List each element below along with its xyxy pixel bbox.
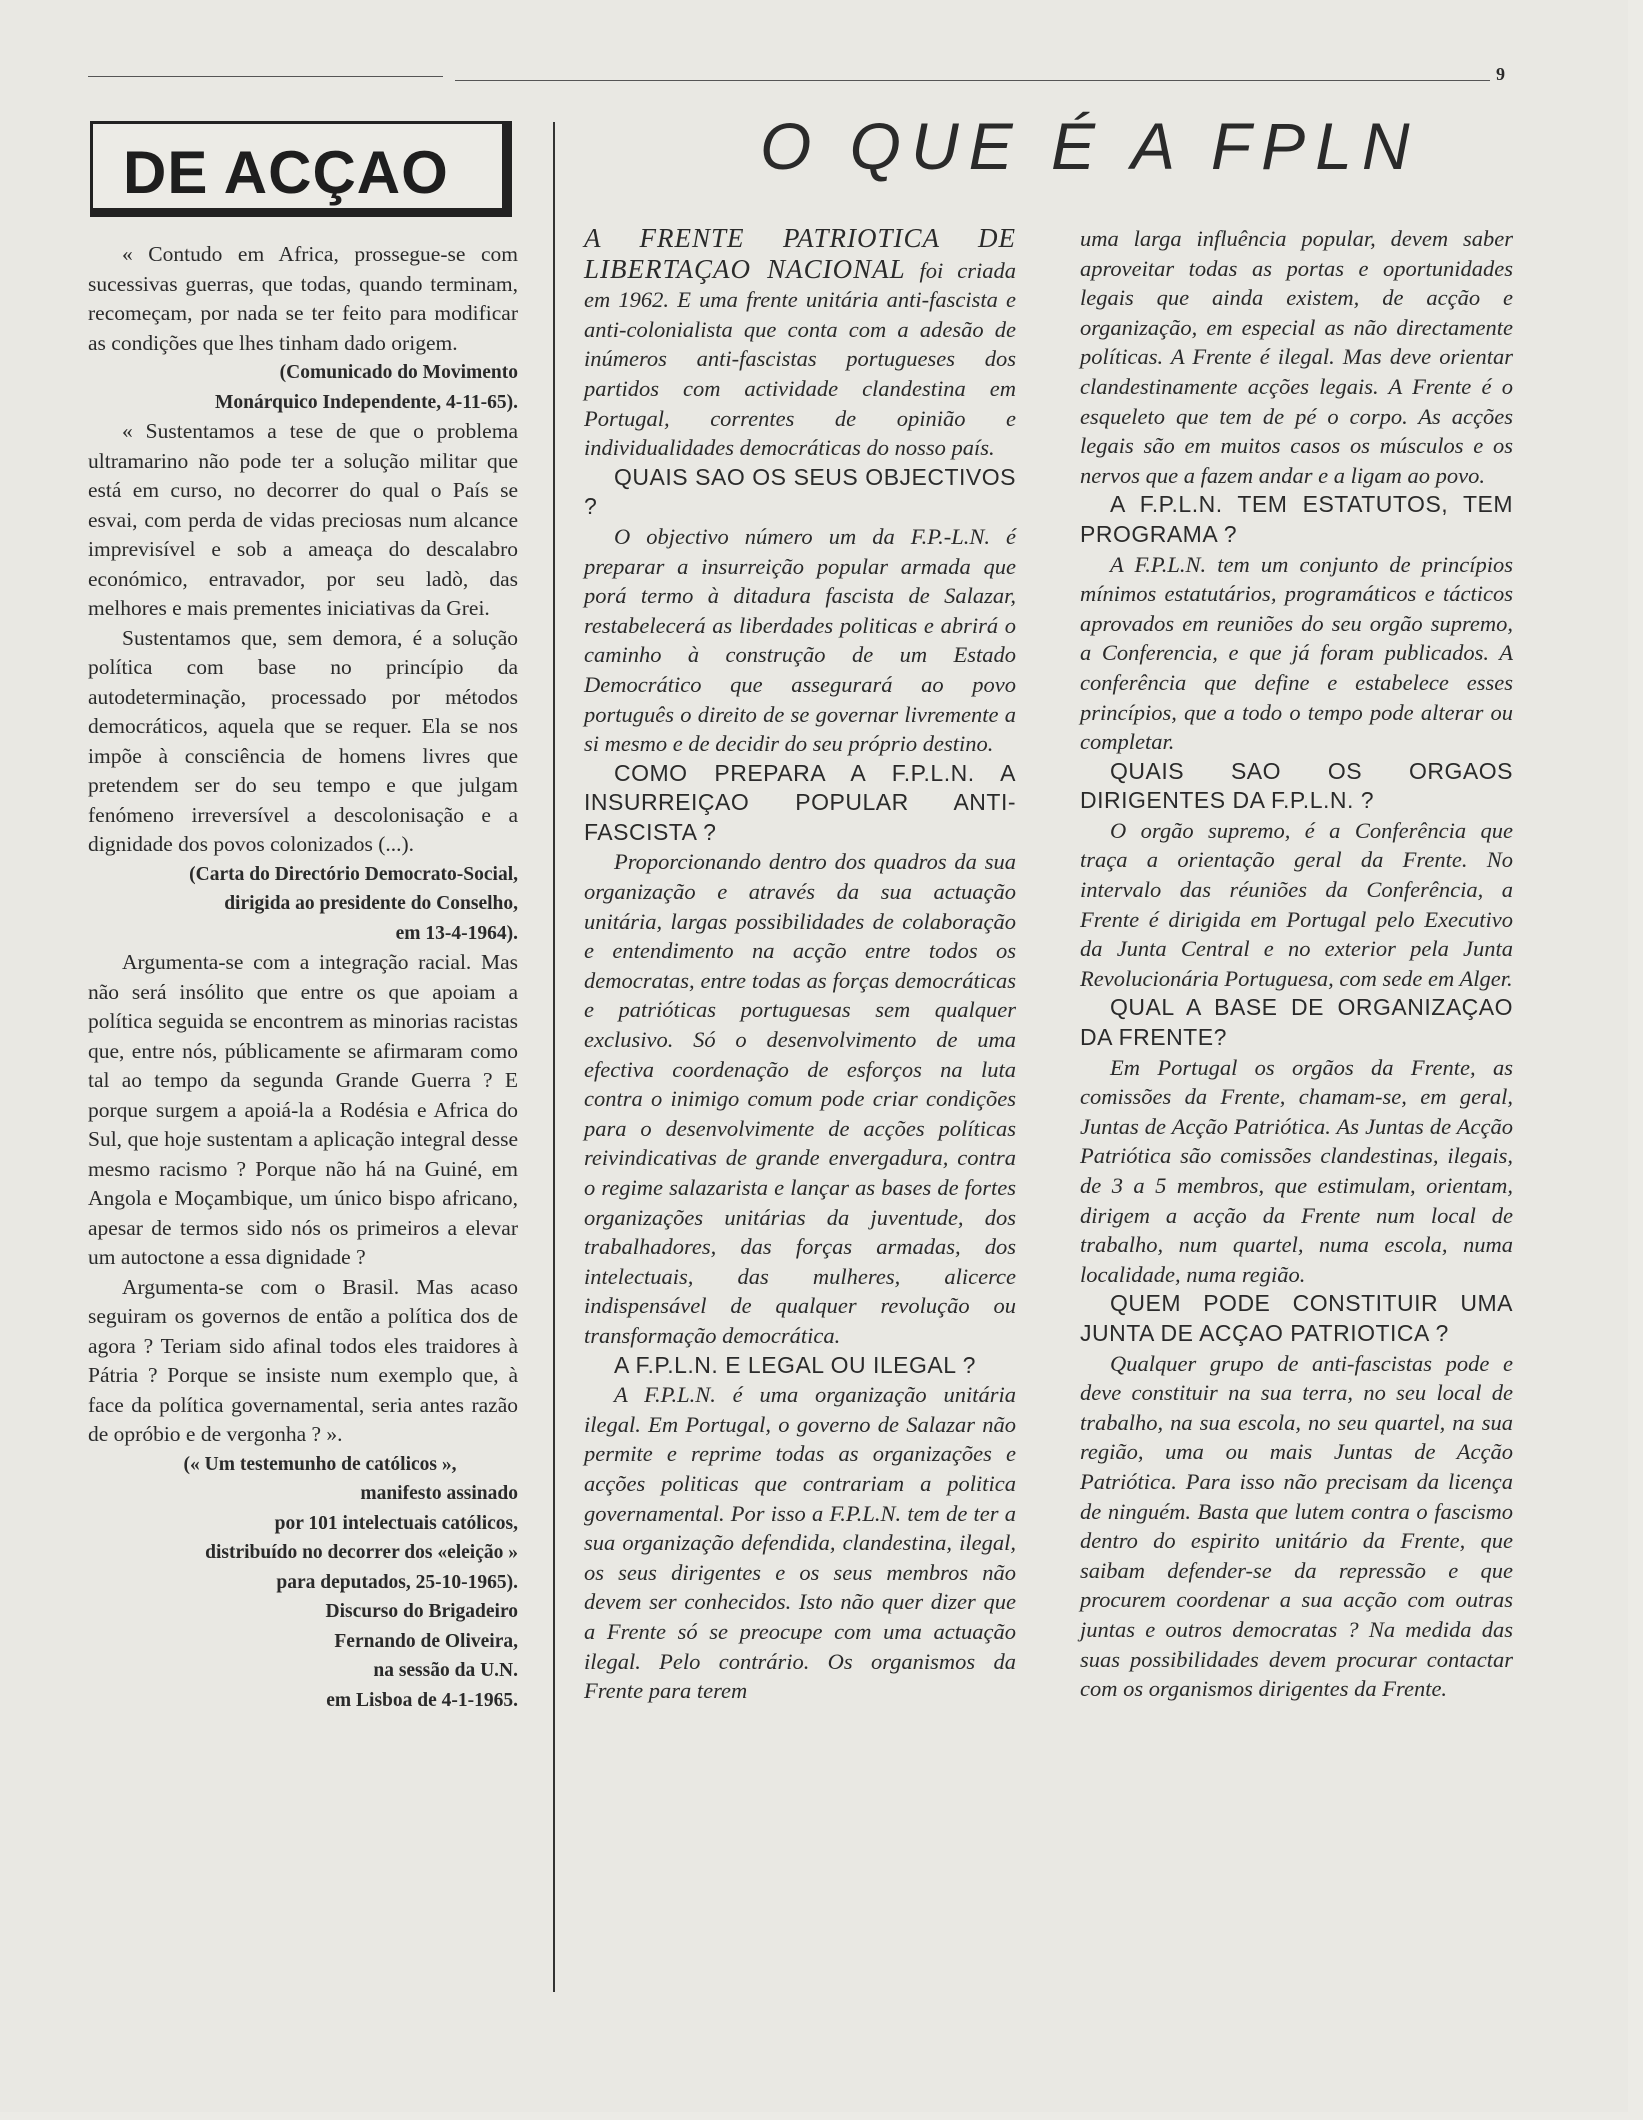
question-heading: A F.P.L.N. E LEGAL OU ILEGAL ?	[614, 1351, 976, 1378]
left-section-title-box	[90, 121, 512, 217]
lead-paragraph	[584, 224, 1016, 463]
top-rule-left	[88, 76, 443, 77]
citation: (Comunicado do Movimento	[279, 362, 518, 383]
citation: em Lisboa de 4-1-1965.	[326, 1689, 518, 1711]
quote-paragraph: Argumenta-se com o Brasil. Mas acaso seguiram os governos de então a política dos de agora ? Teriam sido afinal todos eles traidores à Pátria ? Porque se insiste num exemplo que, à face da política governamental, seria antes razão de opróbio e de vergonha ? ».	[88, 1274, 518, 1446]
citation: Fernando de Oliveira,	[334, 1630, 518, 1652]
quote-paragraph: Argumenta-se com a integração racial. Mas não será insólito que entre os que apoiam a política seguida se encontrem as minorias racistas que, entre nós, públicamente se afirmaram como tal ao tempo da segunda Grande Guerra ? E porque surgem a apoiá-la a Rodésia e Africa do Sul, que hoje sustentam a aplicação integral desse mesmo racismo ? Porque não há na Guiné, em Angola e Moçambique, um único bispo africano, apesar de termos sido nós os primeiros a elevar um autoctone a essa dignidade ?	[88, 950, 518, 1269]
left-column	[88, 240, 518, 1715]
right-column	[1080, 224, 1513, 1704]
citation: por 101 intelectuais católicos,	[274, 1512, 518, 1534]
citation: na sessão da U.N.	[373, 1660, 518, 1681]
page-number: 9	[1496, 64, 1505, 84]
answer-paragraph: A F.P.L.N. é uma organização unitária ilegal. Em Portugal, o governo de Salazar não permite e reprime todas as organizações e acções politicas que contrariam a politica governamental. Por isso a F.P.L.N. tem de ter a sua organização defendida, clandestina, ilegal, os seus dirigentes e os seus membros não devem ser conhecidos. Isto não quer dizer que a Frente só se preocupe com uma actuação ilegal. Pelo contrário. Os organismos da Frente para terem	[584, 1382, 1016, 1704]
quote-paragraph: Sustentamos que, sem demora, é a solução política com base no princípio da autodeterminação, processado por métodos democráticos, aquela que se requer. Ela se nos impõe à consciência de homens livres que pretendem ser do seu tempo e que julgam fenómeno irreversível a descolonisação e a dignidade dos povos colonizados (...).	[88, 625, 518, 856]
question-heading: QUAIS SAO OS ORGAOS DIRIGENTES DA F.P.L.N. ?	[1080, 757, 1513, 814]
citation: distribuído no decorrer dos «eleição »	[205, 1542, 518, 1563]
question-heading: COMO PREPARA A F.P.L.N. A INSURREIÇAO POPULAR ANTI-FASCISTA ?	[584, 759, 1016, 845]
top-rule-right	[455, 80, 1490, 81]
column-divider	[553, 122, 555, 1992]
citation: Monárquico Independente, 4-11-65).	[215, 391, 518, 413]
citation: em 13-4-1964).	[395, 922, 518, 944]
citation: para deputados, 25-10-1965).	[276, 1571, 518, 1593]
main-article-title: O QUE É A FPLN	[760, 109, 1420, 183]
left-section-title: DE ACÇAO	[123, 139, 449, 206]
answer-paragraph: Em Portugal os orgãos da Frente, as comissões da Frente, chamam-se, em geral, Juntas de Acção Patriótica. As Juntas de Acção Patriótica são comissões clandestinas, ilegais, de 3 a 5 membros, que estimulam, orientam, dirigem a acção da Frente num local de trabalho, num quartel, numa escola, numa localidade, numa região.	[1080, 1054, 1513, 1287]
question-heading: QUAL A BASE DE ORGANIZAÇAO DA FRENTE?	[1080, 994, 1513, 1051]
quote-paragraph: « Contudo em Africa, prossegue-se com sucessivas guerras, que todas, quando terminam, recomeçam, por nada se ter feito para modificar as condições que lhes tinham dado origem.	[88, 242, 518, 355]
answer-paragraph: Proporcionando dentro dos quadros da sua organização e através da sua actuação unitária, largas possibilidades de colaboração e entendimento na acção entre todos os democratas, entre todas as forças democráticas e patrióticas portuguesas sem qualquer exclusivo. Só o desenvolvimento de uma efectiva coordenação de esforços na luta contra o inimigo comum pode criar condições para o desenvolvimente de acções políticas reivindicativas de grande envergadura, contra o regime salazarista e lançar as bases de fortes organizações unitárias da juventude, dos trabalhadores, das forças armadas, dos intelectuais, das mulheres, alicerce indispensável de qualquer revolução ou transformação democrática.	[584, 849, 1016, 1348]
answer-paragraph: A F.P.L.N. tem um conjunto de princípios mínimos estatutários, programáticos e tácticos aprovados em reuniões do seu orgão supremo, a Conferencia, e que já foram publicados. A conferência que define e estabelece esses princípios, que a todo o tempo pode alterar ou completar.	[1080, 551, 1513, 755]
question-heading: QUEM PODE CONSTITUIR UMA JUNTA DE ACÇAO PATRIOTICA ?	[1080, 1290, 1513, 1346]
question-heading: QUAIS SAO OS SEUS OBJECTIVOS ?	[584, 463, 1016, 520]
answer-paragraph-continued: uma larga influência popular, devem saber aproveitar todas as portas e oportunidades legais que ainda existem, de acção e organização, em especial as não directamente políticas. A Frente é ilegal. Mas deve orientar clandestinamente acções legais. A Frente é o esqueleto que tem de pé o corpo. As acções legais são em muitos casos os músculos e os nervos que a fazem andar e a ligam ao povo.	[1080, 226, 1513, 488]
lead-text: foi criada em 1962. E uma frente unitária anti-fascista e anti-colonialista que conta com a adesão de inúmeros anti-fascistas portugueses dos partidos com actividade clandestina em Portugal, correntes de opinião e individualidades democráticas do nosso país.	[584, 257, 1016, 461]
citation: (« Um testemunho de católicos »,	[183, 1453, 457, 1475]
answer-paragraph: Qualquer grupo de anti-fascistas pode e deve constituir na sua terra, no seu local de trabalho, na sua escola, no seu quartel, na sua região, uma ou mais Juntas de Acção Patriótica. Para isso não precisam da licença de ninguém. Basta que lutem contra o fascismo dentro do espirito unitário da Frente, que saibam defender-se da repressão e que procurem coordenar a sua acção com outras juntas e outros democratas ? Na medida das suas possibilidades devem procurar contactar com os organismos dirigentes da Frente.	[1080, 1350, 1513, 1702]
citation: manifesto assinado	[360, 1483, 518, 1504]
quote-paragraph: « Sustentamos a tese de que o problema ultramarino não pode ter a solução militar que está em curso, no decorrer do qual o País se esvai, com perda de vidas preciosas num alcance imprevisível e sob a ameaça do descalabro económico, entravador, por seu ladò, das melhores e mais prementes iniciativas da Grei.	[88, 419, 518, 620]
answer-paragraph: O objectivo número um da F.P.-L.N. é preparar a insurreição popular armada que porá termo à ditadura fascista de Salazar, restabelecerá as liberdades politicas e abrirá o caminho à construção de um Estado Democrático que assegurará ao povo português o direito de se governar livremente a si mesmo e de decidir do seu próprio destino.	[584, 523, 1016, 757]
citation: dirigida ao presidente do Conselho,	[224, 893, 518, 914]
middle-column	[584, 224, 1016, 1706]
question-heading: A F.P.L.N. TEM ESTATUTOS, TEM PROGRAMA ?	[1080, 491, 1513, 547]
citation: Discurso do Brigadeiro	[325, 1601, 518, 1622]
citation: (Carta do Directório Democrato-Social,	[189, 863, 518, 885]
answer-paragraph: O orgão supremo, é a Conferência que traça a orientação geral da Frente. No intervalo das réuniões da Conferência, a Frente é dirigida em Portugal pelo Executivo da Junta Central e no exterior pela Junta Revolucionária Portuguesa, com sede em Alger.	[1080, 817, 1513, 991]
lead-heading: A FRENTE PATRIOTICA DE LIBERTAÇAO NACIONAL	[584, 223, 1016, 284]
